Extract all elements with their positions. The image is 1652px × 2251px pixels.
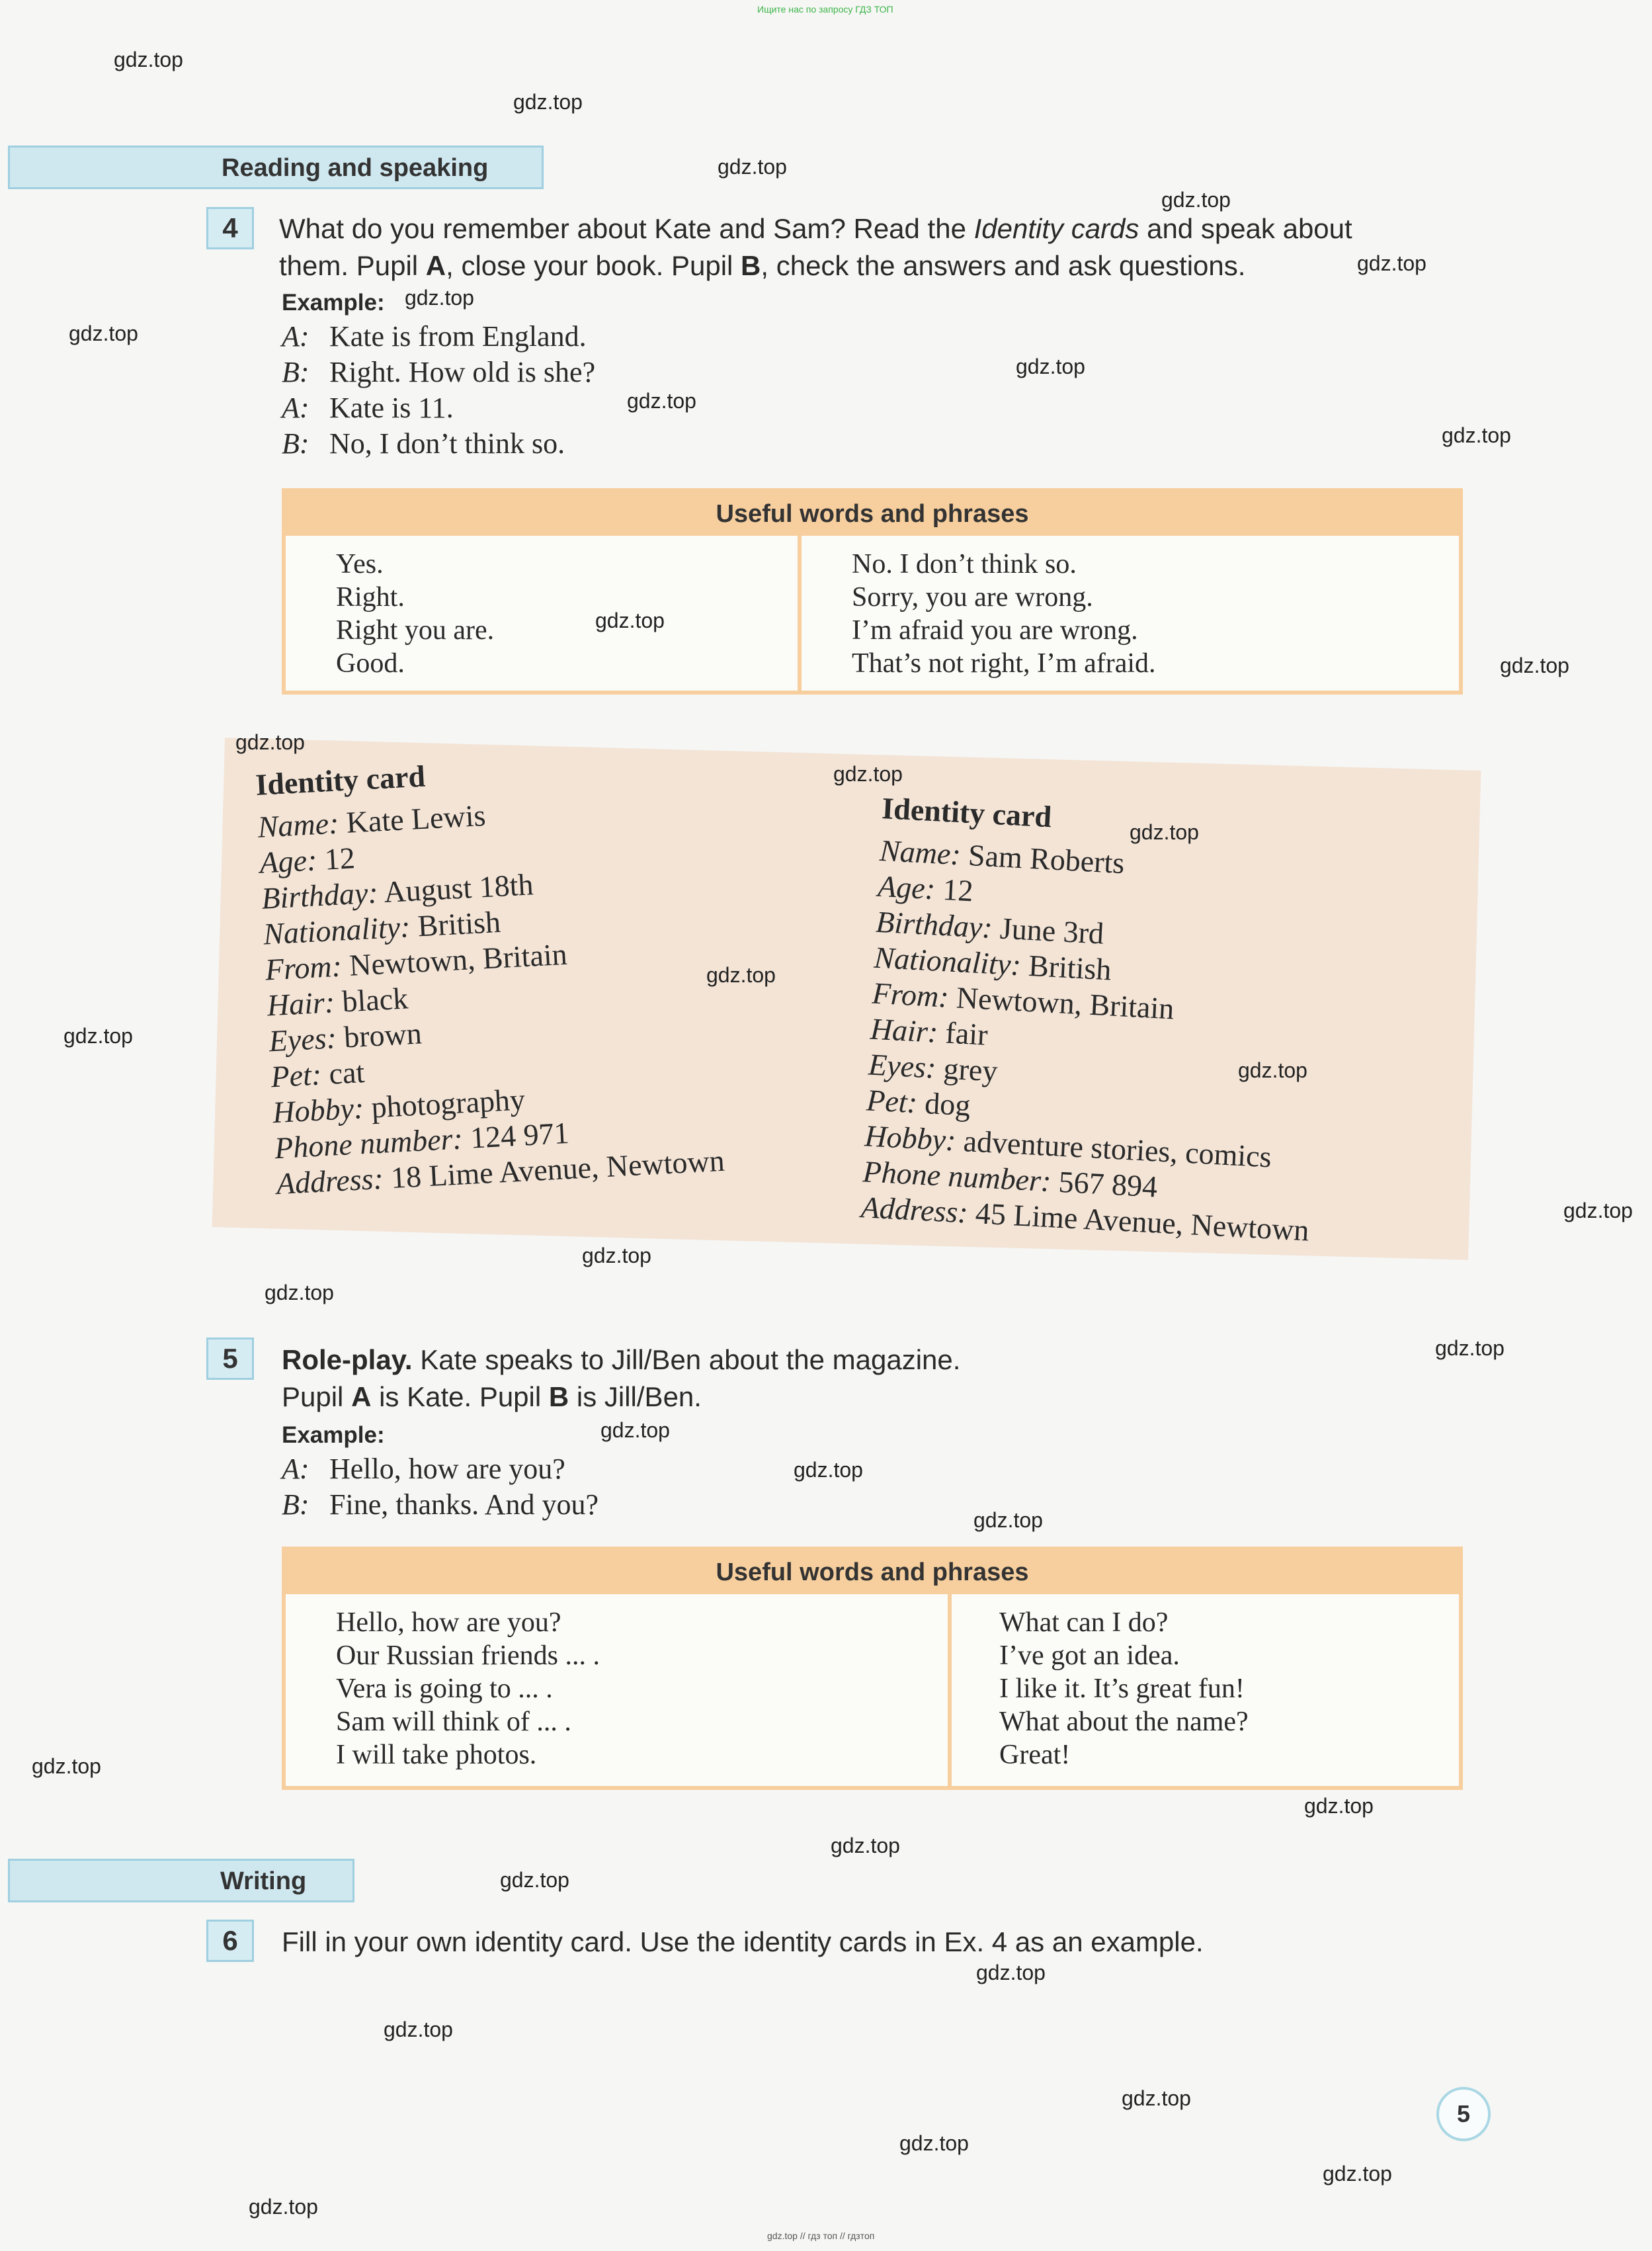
watermark: gdz.top	[1500, 654, 1569, 677]
watermark: gdz.top	[1304, 1794, 1374, 1818]
instr-text: and speak about	[1139, 213, 1352, 244]
field-label: Name:	[878, 833, 962, 872]
field-label: Eyes:	[268, 1021, 338, 1058]
phrases-left-column	[286, 536, 798, 691]
pupil-b: B	[548, 1381, 569, 1412]
card-title: Identity card	[255, 759, 427, 802]
line-text: Hello, how are you?	[329, 1453, 565, 1485]
exercise-5-dialog	[282, 1451, 1075, 1523]
instr-text: them. Pupil	[279, 250, 426, 281]
field-value: cat	[328, 1054, 366, 1091]
section-title: Writing	[220, 1867, 307, 1895]
useful-phrases-title: Useful words and phrases	[716, 500, 1029, 528]
field-value: grey	[942, 1051, 999, 1088]
field-value: black	[341, 981, 409, 1019]
field-value: Newtown, Britain	[348, 937, 568, 982]
card-title: Identity card	[881, 790, 1053, 834]
watermark: gdz.top	[500, 1868, 569, 1892]
line-text: Kate is from England.	[329, 320, 587, 353]
field-label: Eyes:	[867, 1047, 937, 1085]
watermark: gdz.top	[114, 48, 183, 71]
watermark: gdz.top	[1563, 1199, 1633, 1222]
instr-text: What do you remember about Kate and Sam? Read the	[279, 213, 974, 244]
watermark: gdz.top	[1122, 2086, 1191, 2110]
field-label: Pet:	[270, 1057, 323, 1094]
speaker: B:	[282, 1488, 310, 1521]
line-text: Right. How old is she?	[329, 356, 596, 388]
watermark: gdz.top	[513, 90, 583, 114]
instr-text: is Kate. Pupil	[371, 1381, 549, 1412]
field-label: Birthday:	[875, 904, 994, 945]
dialog-line	[282, 1487, 1075, 1523]
field-label: Address:	[860, 1190, 969, 1230]
instr-text: Pupil	[282, 1381, 352, 1412]
field-label: From:	[264, 949, 343, 987]
field-value: August 18th	[383, 867, 534, 909]
watermark: gdz.top	[595, 609, 665, 632]
section-header-reading-speaking	[8, 146, 544, 189]
field-label: Name:	[257, 806, 340, 844]
speaker: A:	[282, 392, 310, 424]
field-value: British	[417, 904, 502, 943]
bottom-note: gdz.top // гдз топ // гдзтоп	[767, 2230, 875, 2241]
watermark: gdz.top	[718, 155, 787, 179]
page-number: 5	[1436, 2087, 1491, 2141]
field-label: Birthday:	[261, 875, 379, 915]
phrase: I’ve got an idea.	[999, 1640, 1180, 1671]
phrase: Good.	[336, 648, 405, 679]
identity-card-kate	[255, 736, 872, 1202]
phrase: That’s not right, I’m afraid.	[852, 648, 1156, 679]
watermark: gdz.top	[1238, 1058, 1307, 1082]
watermark: gdz.top	[706, 963, 776, 987]
phrase: Hello, how are you?	[336, 1607, 561, 1638]
watermark: gdz.top	[1435, 1336, 1505, 1360]
section-header-writing	[8, 1859, 354, 1902]
field-label: Hobby:	[864, 1119, 957, 1158]
useful-phrases-box-1	[282, 488, 1463, 695]
field-label: Phone number:	[273, 1121, 464, 1166]
watermark: gdz.top	[235, 730, 305, 754]
line-text: Fine, thanks. And you?	[329, 1488, 599, 1521]
dialog-line	[282, 355, 1075, 390]
phrase: Yes.	[336, 549, 384, 579]
watermark: gdz.top	[69, 321, 138, 345]
instr-text: is Jill/Ben.	[569, 1381, 702, 1412]
instr-italic: Identity cards	[973, 213, 1139, 244]
pupil-a: A	[351, 1381, 372, 1412]
field-label: Nationality:	[873, 940, 1022, 982]
speaker: B:	[282, 427, 310, 460]
watermark: gdz.top	[1130, 820, 1199, 844]
instr-text: , close your book. Pupil	[446, 250, 741, 281]
field-value: photography	[370, 1082, 526, 1125]
field-value: 12	[323, 841, 356, 876]
watermark: gdz.top	[1016, 355, 1085, 378]
dialog-line	[282, 426, 1075, 462]
phrase: Our Russian friends ... .	[336, 1640, 600, 1671]
field-value: Newtown, Britain	[955, 980, 1175, 1026]
field-label: Hobby:	[272, 1091, 365, 1130]
phrase: I will take photos.	[336, 1740, 537, 1770]
field-value: 45 Lime Avenue, Newtown	[974, 1196, 1310, 1248]
exercise-6-number: 6	[206, 1920, 254, 1962]
exercise-5-instruction	[282, 1341, 1472, 1416]
identity-card-sam	[860, 790, 1464, 1255]
phrase: Right you are.	[336, 615, 495, 646]
watermark: gdz.top	[1442, 423, 1511, 447]
section-title: Reading and speaking	[222, 154, 489, 182]
watermark: gdz.top	[405, 286, 474, 310]
phrase: I’m afraid you are wrong.	[852, 615, 1138, 646]
field-value: brown	[343, 1016, 423, 1054]
exercise-4-number: 4	[206, 207, 254, 249]
phrase: Great!	[999, 1740, 1071, 1770]
instr-text: Kate speaks to Jill/Ben about the magazine.	[412, 1344, 961, 1375]
phrase: I like it. It’s great fun!	[999, 1674, 1245, 1704]
line-text: Kate is 11.	[329, 392, 454, 424]
field-value: adventure stories, comics	[962, 1124, 1272, 1174]
field-value: Kate Lewis	[345, 798, 487, 839]
example-label: Example:	[282, 1422, 385, 1448]
phrase: What can I do?	[999, 1607, 1169, 1638]
exercise-5-number: 5	[206, 1338, 254, 1380]
watermark: gdz.top	[265, 1281, 334, 1304]
watermark: gdz.top	[794, 1458, 863, 1482]
phrases-right-column	[802, 536, 1459, 691]
field-label: Age:	[877, 869, 936, 906]
watermark: gdz.top	[249, 2195, 318, 2219]
pupil-b: B	[741, 250, 761, 281]
watermark: gdz.top	[973, 1508, 1043, 1532]
phrase: Sorry, you are wrong.	[852, 582, 1093, 613]
dialog-line	[282, 1451, 1075, 1487]
field-value: 567 894	[1057, 1164, 1159, 1204]
speaker: A:	[282, 1453, 310, 1485]
watermark: gdz.top	[1161, 188, 1231, 212]
field-value: British	[1027, 948, 1112, 987]
field-value: fair	[944, 1015, 989, 1052]
field-label: Age:	[259, 843, 318, 880]
field-label: Pet:	[866, 1083, 919, 1120]
watermark: gdz.top	[1323, 2162, 1392, 2186]
watermark: gdz.top	[63, 1024, 133, 1048]
watermark: gdz.top	[899, 2131, 969, 2155]
phrases-left-column	[286, 1594, 948, 1786]
field-label: Nationality:	[262, 910, 411, 951]
instr-text: , check the answers and ask questions.	[761, 250, 1246, 281]
phrase: Vera is going to ... .	[336, 1674, 553, 1704]
speaker: A:	[282, 320, 310, 353]
pupil-a: A	[425, 250, 446, 281]
watermark: gdz.top	[600, 1418, 670, 1442]
line-text: No, I don’t think so.	[329, 427, 565, 460]
field-label: From:	[871, 976, 950, 1014]
phrase: What about the name?	[999, 1707, 1249, 1737]
watermark: gdz.top	[32, 1754, 101, 1778]
example-label: Example:	[282, 290, 385, 316]
field-value: dog	[924, 1086, 971, 1123]
watermark: gdz.top	[582, 1244, 651, 1267]
exercise-4-instruction	[279, 210, 1483, 284]
watermark: gdz.top	[1357, 251, 1426, 275]
watermark: gdz.top	[384, 2017, 453, 2041]
phrase: Sam will think of ... .	[336, 1707, 571, 1737]
field-value: June 3rd	[999, 911, 1105, 951]
field-value: Sam Roberts	[967, 837, 1126, 880]
field-value: 18 Lime Avenue, Newtown	[390, 1143, 725, 1195]
field-label: Phone number:	[862, 1154, 1052, 1199]
field-label: Hair:	[869, 1011, 939, 1049]
field-value: 124 971	[469, 1115, 570, 1155]
phrase: Right.	[336, 582, 405, 613]
watermark: gdz.top	[831, 1834, 900, 1857]
exercise-6-instruction: Fill in your own identity card. Use the identity cards in Ex. 4 as an example.	[282, 1926, 1204, 1957]
watermark: gdz.top	[627, 389, 696, 413]
field-value: 12	[942, 872, 974, 908]
useful-phrases-box-2	[282, 1547, 1463, 1790]
dialog-line	[282, 319, 1075, 355]
speaker: B:	[282, 356, 310, 388]
field-label: Address:	[275, 1161, 384, 1201]
phrases-right-column	[952, 1594, 1459, 1786]
top-note: Ищите нас по запросу ГДЗ ТОП	[757, 4, 893, 15]
watermark: gdz.top	[833, 762, 903, 786]
watermark: gdz.top	[976, 1961, 1046, 1984]
useful-phrases-title: Useful words and phrases	[716, 1558, 1029, 1586]
field-label: Hair:	[266, 985, 336, 1023]
role-play-label: Role-play.	[282, 1344, 413, 1375]
phrase: No. I don’t think so.	[852, 549, 1077, 579]
